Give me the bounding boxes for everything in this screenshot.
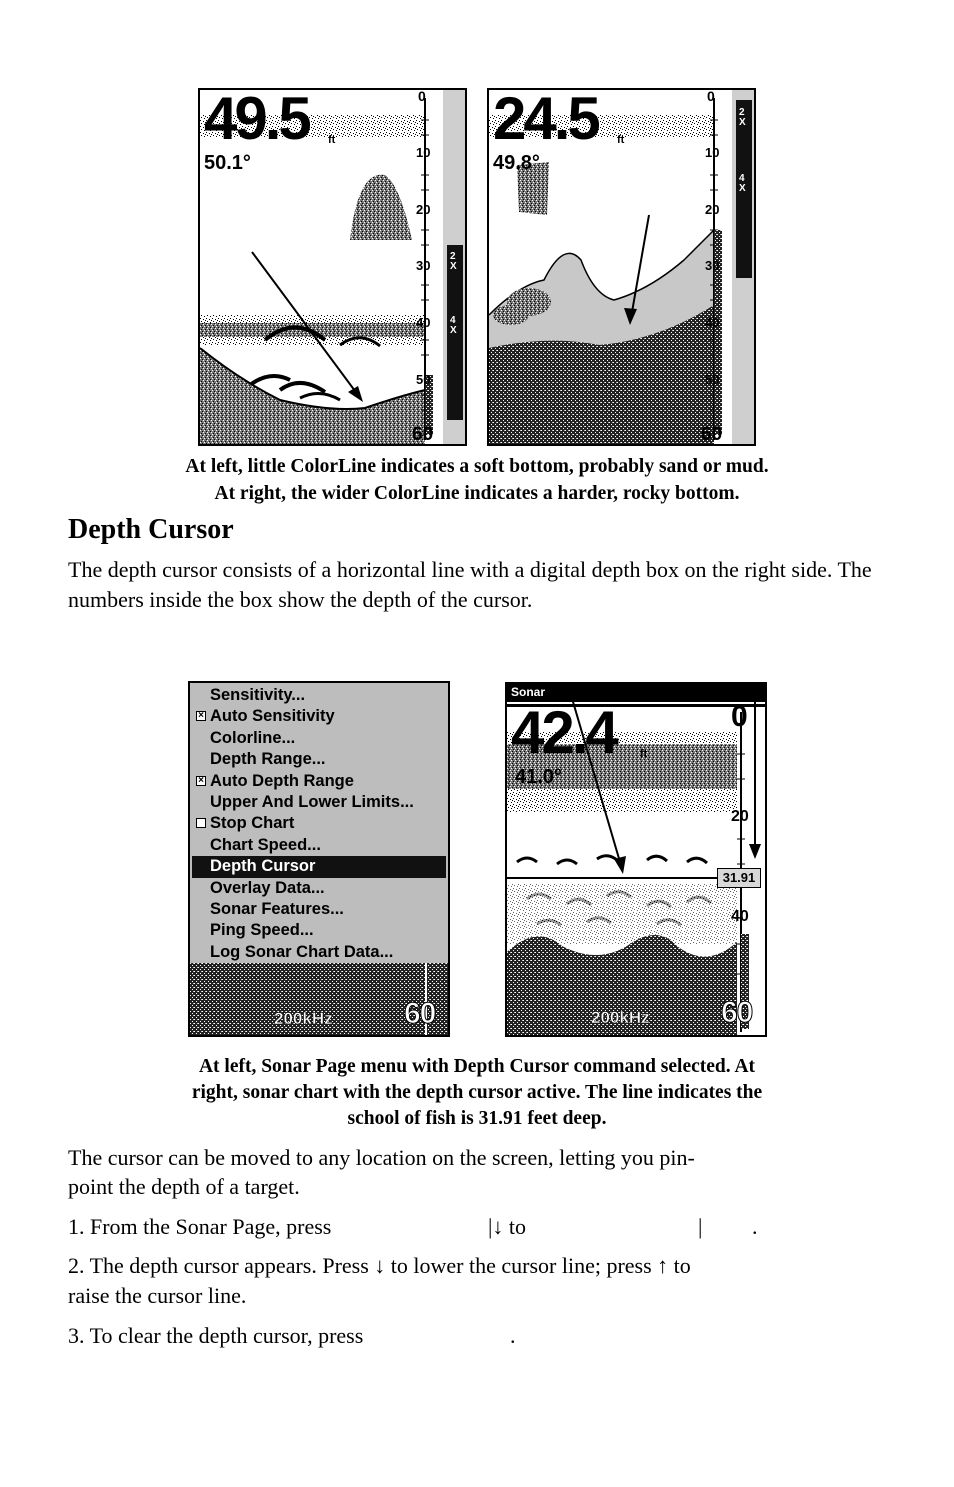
figure2-caption-line3: school of fish is 31.91 feet deep. xyxy=(347,1108,607,1129)
menu-item[interactable] xyxy=(192,813,446,834)
scale-label-0: 0 xyxy=(707,88,715,104)
zoom-label-4x: 4X xyxy=(739,173,746,194)
depth-unit: ft xyxy=(617,134,625,146)
menu-item-label: Sonar Features... xyxy=(210,899,344,918)
section-intro: The depth cursor consists of a horizontal line with a digital depth box on the right side. The numbers inside the box show the depth of the cursor. xyxy=(68,557,872,612)
zoom-label-2x: 2X xyxy=(450,251,457,272)
scale-label-0: 0 xyxy=(418,88,426,104)
menu-item-label: Auto Depth Range xyxy=(210,771,354,790)
scale-label-40: 40 xyxy=(731,908,749,925)
section-heading: Depth Cursor xyxy=(68,514,234,545)
water-temperature: 49.8° xyxy=(493,152,540,174)
bottom-depth-label: 60 xyxy=(721,996,753,1029)
menu-item[interactable] xyxy=(192,685,446,706)
scale-label-10: 10 xyxy=(416,145,431,160)
checkbox-checked-icon[interactable]: × xyxy=(196,776,206,786)
checkbox-unchecked-icon[interactable] xyxy=(196,818,206,828)
menu-item-label: Chart Speed... xyxy=(210,835,321,854)
menu-item-label: Upper And Lower Limits... xyxy=(210,792,414,811)
figure2-caption-line1: At left, Sonar Page menu with Depth Cursor command selected. At xyxy=(198,1056,756,1077)
menu-item[interactable] xyxy=(192,878,446,899)
scale-label-20: 20 xyxy=(705,202,720,217)
screen-title: Sonar xyxy=(511,685,546,699)
depth-reading: 24.5 xyxy=(493,88,598,152)
zoom-label-4x: 4X xyxy=(450,315,457,336)
checkbox-checked-icon[interactable]: × xyxy=(196,711,206,721)
scale-label-10: 10 xyxy=(705,145,720,160)
depth-reading: 49.5 xyxy=(204,88,309,152)
menu-item[interactable] xyxy=(192,792,446,813)
zoom-label-2x: 2X xyxy=(739,107,746,128)
sonar-page-menu xyxy=(188,681,450,1037)
menu-item[interactable] xyxy=(192,835,446,856)
scale-label-20: 20 xyxy=(416,202,431,217)
menu-item[interactable] xyxy=(192,899,446,920)
menu-item-label: Sensitivity... xyxy=(210,686,306,704)
water-temperature: 50.1° xyxy=(204,152,251,174)
step1-separator: | xyxy=(698,1214,703,1239)
para-cursor-move-line2: point the depth of a target. xyxy=(68,1174,300,1199)
depth-unit: ft xyxy=(328,134,336,146)
menu-item-label: Log Sonar Chart Data... xyxy=(210,942,394,961)
figure1-caption-line1: At left, little ColorLine indicates a soft bottom, probably sand or mud. xyxy=(185,456,769,477)
depth-cursor-box: 31.91 xyxy=(717,868,761,888)
menu-item[interactable] xyxy=(192,749,446,770)
scale-label-60: 60 xyxy=(412,424,434,445)
step2-line2: raise the cursor line. xyxy=(68,1283,247,1308)
frequency-label: 200kHz xyxy=(274,1009,333,1028)
menu-item[interactable] xyxy=(192,771,446,792)
menu-item-label: Ping Speed... xyxy=(210,921,314,940)
step1-key-down: |↓ to xyxy=(488,1214,527,1239)
scale-label-40: 40 xyxy=(416,315,431,330)
menu-item-label: Stop Chart xyxy=(210,814,295,833)
scale-label-50: 50 xyxy=(416,372,431,387)
scale-label-20: 20 xyxy=(731,808,749,825)
menu-item[interactable] xyxy=(192,856,446,877)
depth-reading: 42.4 xyxy=(511,699,616,766)
water-temperature: 41.0° xyxy=(515,766,562,788)
menu-item-label: Colorline... xyxy=(210,728,296,747)
bottom-depth-label: 60 xyxy=(404,997,436,1030)
step1-text: 1. From the Sonar Page, press xyxy=(68,1214,332,1239)
step3-period: . xyxy=(510,1323,516,1348)
para-cursor-move-line1: The cursor can be moved to any location on the screen, letting you pin- xyxy=(68,1145,695,1170)
scale-label-40: 40 xyxy=(705,315,720,330)
step2-line1: 2. The depth cursor appears. Press ↓ to lower the cursor line; press ↑ to xyxy=(68,1253,691,1278)
menu-item[interactable] xyxy=(192,728,446,749)
step3-text: 3. To clear the depth cursor, press xyxy=(68,1323,364,1348)
sonar-screen-hard-bottom xyxy=(487,88,756,446)
menu-item[interactable] xyxy=(192,706,446,727)
menu-item[interactable] xyxy=(192,942,446,963)
scale-label-30: 30 xyxy=(416,258,431,273)
menu-list xyxy=(192,685,446,963)
menu-item[interactable] xyxy=(192,920,446,941)
depth-unit: ft xyxy=(640,748,648,760)
scale-label-0: 0 xyxy=(731,700,748,733)
step1-period: . xyxy=(752,1214,758,1239)
scale-label-30: 30 xyxy=(705,258,720,273)
sonar-screen-soft-bottom xyxy=(198,88,467,446)
frequency-label: 200kHz xyxy=(591,1008,650,1027)
menu-item-label: Overlay Data... xyxy=(210,878,325,897)
menu-item-label: Auto Sensitivity xyxy=(210,707,335,726)
sonar-screen-depth-cursor xyxy=(505,682,767,1037)
figure2-caption-line2: right, sonar chart with the depth cursor active. The line indicates the xyxy=(191,1082,763,1103)
menu-item-label: Depth Cursor xyxy=(210,857,316,876)
scale-label-50: 50 xyxy=(705,372,720,387)
figure1-caption-line2: At right, the wider ColorLine indicates a harder, rocky bottom. xyxy=(214,483,740,504)
scale-label-60: 60 xyxy=(701,424,723,445)
menu-item-label: Depth Range... xyxy=(210,750,326,769)
